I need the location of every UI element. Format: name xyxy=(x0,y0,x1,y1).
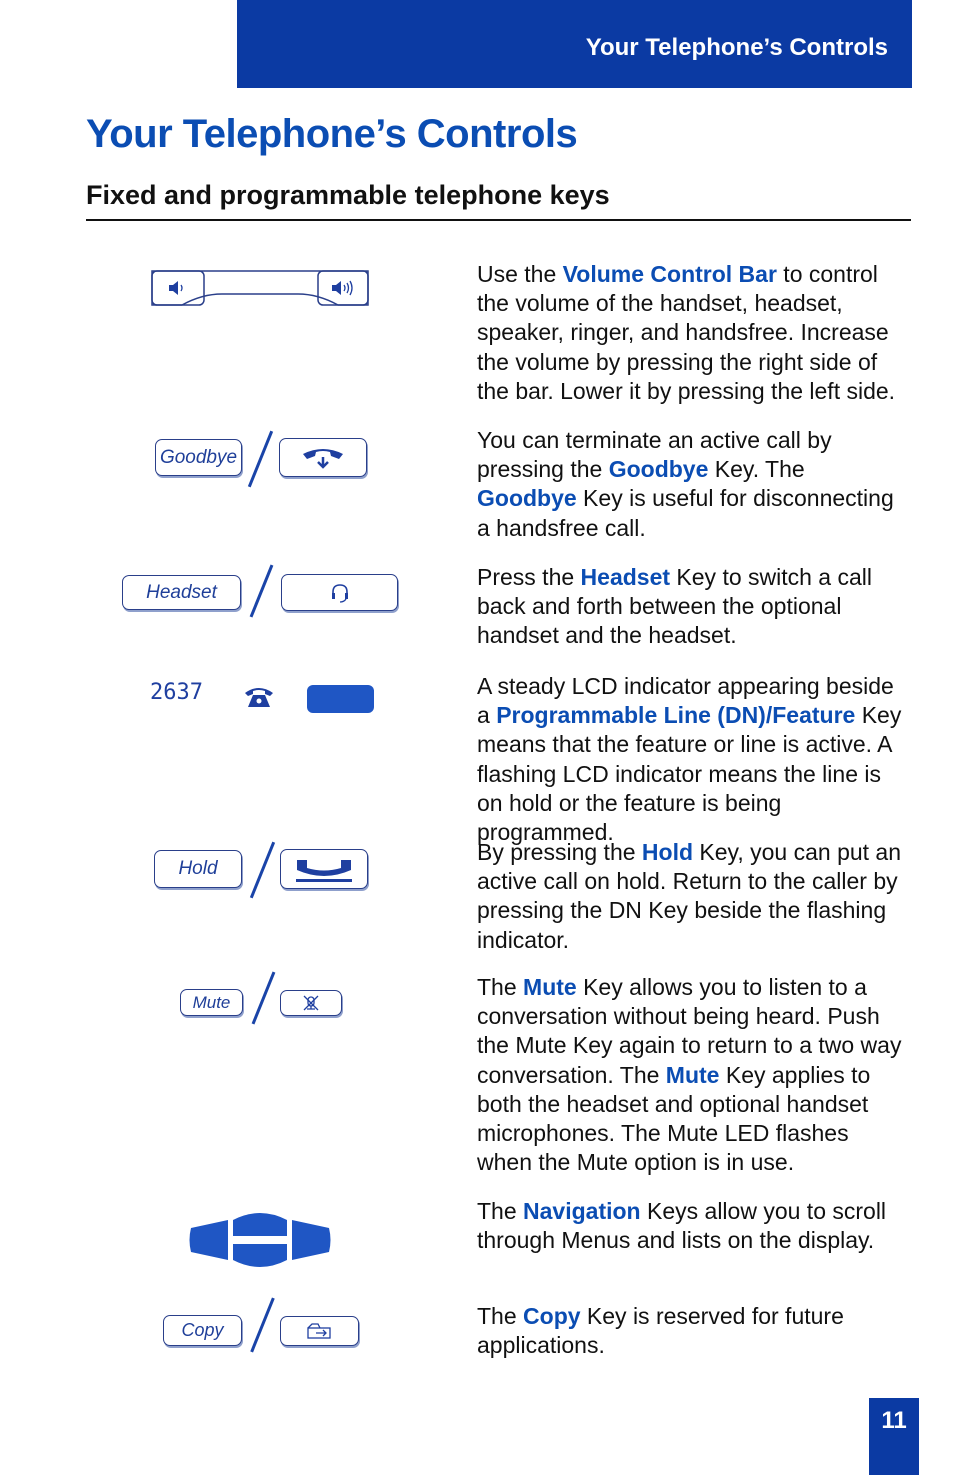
text-run: A steady LCD indicator appearing beside a xyxy=(477,673,894,729)
nav-left-key xyxy=(190,1220,229,1260)
keyword-programmable-line: Programmable Line (DN)/Feature xyxy=(496,702,856,729)
mute-microphone-icon xyxy=(281,991,341,1015)
text-run: Key to switch a call back and forth between the optional handset and the headset. xyxy=(477,564,872,649)
volume-control-bar[interactable] xyxy=(148,268,372,308)
dn-description xyxy=(477,672,909,847)
goodbye-description xyxy=(477,426,909,543)
goodbye-button[interactable] xyxy=(279,438,367,477)
navigation-description xyxy=(477,1197,909,1255)
slash-divider xyxy=(248,431,273,488)
text-run: Key applies to both the headset and optional handset microphones. The Mute LED flashes when the Mute option is in use. xyxy=(477,1061,871,1176)
text-run: Keys allow you to scroll through Menus and lists on the display. xyxy=(477,1198,887,1254)
hang-up-icon xyxy=(280,439,366,476)
text-run: The xyxy=(477,974,524,1000)
slash-divider xyxy=(250,564,274,617)
volume-description xyxy=(477,260,909,406)
headset-label-key[interactable] xyxy=(122,575,241,610)
nav-up-key xyxy=(233,1213,287,1236)
text-run: By pressing the xyxy=(477,839,642,865)
keyword-mute: Mute xyxy=(665,1061,720,1088)
text-run: The xyxy=(477,1198,524,1224)
page-number: 11 xyxy=(869,1398,919,1475)
text-run: Press the xyxy=(477,564,581,590)
keyword-copy: Copy xyxy=(523,1303,581,1329)
hold-label-key[interactable] xyxy=(154,850,242,888)
keyword-mute: Mute xyxy=(523,974,577,1000)
slash-divider xyxy=(250,842,275,899)
headset-description xyxy=(477,563,909,651)
keyword-headset: Headset xyxy=(580,564,671,590)
hold-key-label: Hold xyxy=(178,858,218,879)
copy-icon xyxy=(281,1317,358,1345)
copy-key-label: Copy xyxy=(181,1320,224,1340)
copy-description xyxy=(477,1302,909,1360)
text-run: Key, you can put an active call on hold. Return to the caller by pressing the DN Key beside the flashing indicator. xyxy=(477,839,902,953)
text-run: to control the volume of the handset, headset, speaker, ringer, and handsfree. Increase the volume by pressing the right side of the bar. Lower it by pressing the left side. xyxy=(477,261,896,404)
text-run: Use the xyxy=(477,261,563,287)
copy-label-key[interactable] xyxy=(163,1315,242,1346)
keyword-navigation: Navigation xyxy=(523,1198,641,1224)
keyword-goodbye: Goodbye xyxy=(477,485,577,512)
dn-number-display: 2637 xyxy=(150,680,203,705)
telephone-indicator-icon xyxy=(243,684,275,710)
text-run: You can terminate an active call by pressing the xyxy=(477,427,832,483)
text-run: Key is useful for disconnecting a handsfree call. xyxy=(477,485,894,541)
hold-handset-icon xyxy=(281,850,367,888)
text-run: Key allows you to listen to a conversation without being heard. Push the Mute Key again to return to a two way conversation. The xyxy=(477,974,902,1088)
keyword-volume-control-bar: Volume Control Bar xyxy=(562,261,777,287)
copy-button[interactable] xyxy=(280,1316,359,1346)
hold-button[interactable] xyxy=(280,849,368,889)
goodbye-label-key[interactable] xyxy=(155,439,242,476)
navigation-keys[interactable] xyxy=(188,1208,332,1272)
text-run: The xyxy=(477,1303,524,1329)
subtitle-rule xyxy=(86,219,911,221)
headset-key-label: Headset xyxy=(146,581,217,603)
running-title: Your Telephone’s Controls xyxy=(585,34,888,61)
keyword-hold: Hold xyxy=(641,839,694,865)
headset-icon xyxy=(282,575,397,610)
slash-divider xyxy=(252,971,276,1024)
mute-label-key[interactable] xyxy=(180,989,243,1016)
text-run: Key is reserved for future applications. xyxy=(477,1303,844,1359)
volume-down-icon xyxy=(158,276,198,300)
goodbye-key-label: Goodbye xyxy=(159,446,238,468)
mute-button[interactable] xyxy=(280,990,342,1016)
header-bar xyxy=(237,0,912,88)
slash-divider xyxy=(250,1298,275,1353)
page-title: Your Telephone’s Controls xyxy=(86,112,578,156)
section-subtitle: Fixed and programmable telephone keys xyxy=(86,180,610,210)
headset-button[interactable] xyxy=(281,574,398,611)
volume-up-icon xyxy=(322,276,364,300)
dn-line-key[interactable] xyxy=(307,685,374,713)
mute-description xyxy=(477,973,909,1177)
nav-down-key xyxy=(233,1244,287,1267)
hold-description xyxy=(477,838,909,955)
keyword-goodbye: Goodbye xyxy=(608,456,709,483)
text-run: Key means that the feature or line is active. A flashing LCD indicator means the line is on hold or the feature is being programmed. xyxy=(477,702,902,846)
nav-right-key xyxy=(292,1220,331,1260)
mute-key-label: Mute xyxy=(192,992,231,1012)
text-run: Key. The xyxy=(708,456,805,483)
